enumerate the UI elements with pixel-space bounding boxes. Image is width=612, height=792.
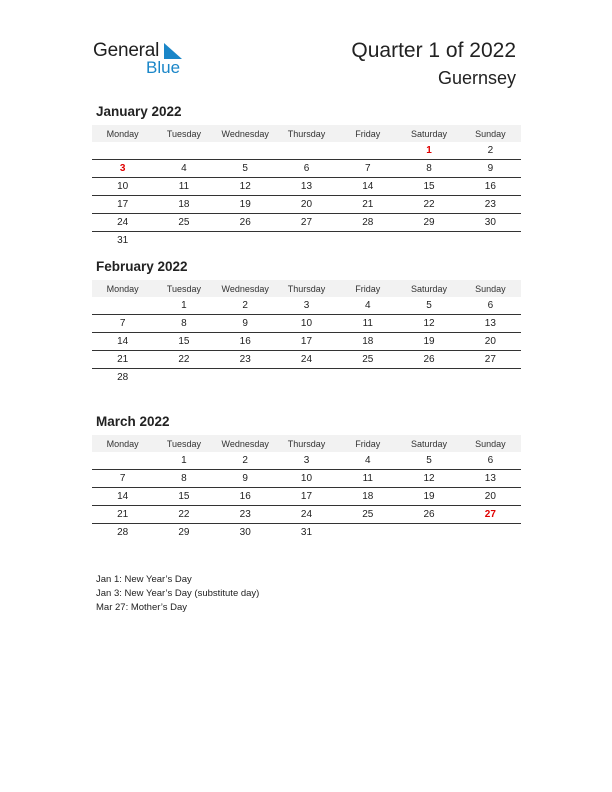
day-cell: 23	[215, 351, 276, 369]
weekday-header: Saturday	[398, 435, 459, 452]
day-cell: 30	[239, 527, 251, 538]
day-cell: 17	[276, 488, 337, 506]
week-row	[92, 452, 521, 470]
day-cell	[215, 142, 276, 160]
day-cell	[276, 142, 337, 160]
day-cell: 3	[92, 160, 153, 178]
weekday-header: Wednesday	[215, 435, 276, 452]
day-cell: 26	[215, 214, 276, 232]
day-cell: 16	[460, 178, 521, 196]
day-cell: 17	[276, 333, 337, 351]
day-cell: 20	[460, 333, 521, 351]
day-cell: 26	[398, 351, 459, 369]
day-cell: 1	[398, 142, 459, 160]
day-cell: 14	[92, 333, 153, 351]
weekday-header: Monday	[92, 435, 153, 452]
week-row	[92, 178, 521, 196]
weekday-header: Saturday	[398, 280, 459, 297]
day-cell: 30	[460, 214, 521, 232]
week-row	[92, 297, 521, 315]
calendar-grid	[92, 280, 521, 386]
day-cell: 31	[117, 235, 129, 246]
day-cell: 11	[337, 315, 398, 333]
day-cell: 8	[153, 315, 214, 333]
weekday-header: Friday	[337, 125, 398, 142]
day-cell: 22	[153, 506, 214, 524]
day-cell: 27	[460, 506, 521, 524]
weekday-header: Sunday	[460, 435, 521, 452]
day-cell: 10	[276, 315, 337, 333]
day-cell: 21	[337, 196, 398, 214]
week-row	[92, 351, 521, 369]
page-title: Quarter 1 of 2022	[351, 39, 516, 62]
month-january	[92, 104, 521, 249]
day-cell: 10	[92, 178, 153, 196]
weekday-header: Thursday	[276, 280, 337, 297]
day-cell: 5	[398, 297, 459, 315]
day-cell: 6	[460, 452, 521, 470]
day-cell: 15	[153, 488, 214, 506]
month-title: February 2022	[96, 259, 188, 274]
holiday-note: Jan 1: New Year’s Day	[96, 574, 192, 585]
weekday-header: Tuesday	[153, 280, 214, 297]
day-cell: 12	[215, 178, 276, 196]
weekday-header: Wednesday	[215, 125, 276, 142]
page-subtitle: Guernsey	[437, 68, 516, 88]
weekday-header: Sunday	[460, 125, 521, 142]
day-cell: 29	[178, 527, 190, 538]
day-cell	[276, 369, 337, 387]
day-cell: 25	[153, 214, 214, 232]
day-cell	[337, 232, 398, 250]
day-cell: 8	[398, 160, 459, 178]
day-cell: 22	[398, 196, 459, 214]
week-row	[92, 315, 521, 333]
day-cell: 26	[398, 506, 459, 524]
weekday-header: Tuesday	[153, 125, 214, 142]
month-march	[92, 414, 521, 541]
day-cell	[337, 369, 398, 387]
logo-general-text: General	[93, 40, 160, 61]
day-cell: 5	[398, 452, 459, 470]
weekday-header: Monday	[92, 125, 153, 142]
day-cell: 1	[153, 297, 214, 315]
month-february	[92, 259, 521, 386]
logo-blue-text: Blue	[146, 58, 181, 77]
day-cell: 23	[460, 196, 521, 214]
day-cell: 31	[300, 527, 313, 538]
weekday-header: Saturday	[398, 125, 459, 142]
week-row	[92, 196, 521, 214]
day-cell: 5	[215, 160, 276, 178]
day-cell	[460, 524, 521, 542]
holiday-notes	[96, 573, 259, 615]
week-row	[92, 232, 521, 250]
day-cell: 4	[337, 452, 398, 470]
week-row	[92, 470, 521, 488]
day-cell	[276, 232, 337, 250]
day-cell	[92, 142, 153, 160]
day-cell: 18	[153, 196, 214, 214]
day-cell: 20	[460, 488, 521, 506]
day-cell: 28	[117, 527, 129, 538]
day-cell: 17	[92, 196, 153, 214]
day-cell: 19	[398, 333, 459, 351]
day-cell	[153, 232, 214, 250]
day-cell: 4	[337, 297, 398, 315]
day-cell: 4	[153, 160, 214, 178]
day-cell	[337, 142, 398, 160]
day-cell: 28	[117, 372, 129, 383]
logo-triangle-icon	[162, 43, 182, 59]
month-title: March 2022	[96, 414, 170, 429]
day-cell: 2	[215, 452, 276, 470]
calendar-grid	[92, 435, 521, 541]
weekday-header-row	[92, 280, 521, 297]
day-cell: 10	[276, 470, 337, 488]
day-cell: 27	[460, 351, 521, 369]
day-cell: 3	[276, 297, 337, 315]
weekday-header: Monday	[92, 280, 153, 297]
day-cell: 9	[215, 470, 276, 488]
day-cell	[460, 369, 521, 387]
day-cell: 12	[398, 470, 459, 488]
day-cell: 11	[337, 470, 398, 488]
day-cell: 18	[337, 333, 398, 351]
day-cell: 9	[215, 315, 276, 333]
day-cell: 16	[215, 333, 276, 351]
day-cell: 14	[92, 488, 153, 506]
day-cell: 22	[153, 351, 214, 369]
day-cell: 15	[153, 333, 214, 351]
holiday-note: Mar 27: Mother’s Day	[96, 602, 187, 613]
day-cell: 25	[337, 506, 398, 524]
day-cell: 7	[337, 160, 398, 178]
holiday-note: Jan 3: New Year’s Day (substitute day)	[96, 588, 260, 599]
week-row	[92, 524, 521, 542]
day-cell: 24	[276, 506, 337, 524]
day-cell	[398, 524, 459, 542]
day-cell: 25	[337, 351, 398, 369]
weekday-header: Tuesday	[153, 435, 214, 452]
day-cell	[215, 232, 276, 250]
day-cell: 3	[276, 452, 337, 470]
day-cell: 8	[153, 470, 214, 488]
day-cell: 16	[215, 488, 276, 506]
week-row	[92, 160, 521, 178]
day-cell: 6	[460, 297, 521, 315]
day-cell: 18	[337, 488, 398, 506]
day-cell: 7	[92, 315, 153, 333]
logo	[93, 40, 193, 80]
day-cell: 19	[215, 196, 276, 214]
weekday-header: Wednesday	[215, 280, 276, 297]
weekday-header-row	[92, 435, 521, 452]
day-cell: 7	[92, 470, 153, 488]
day-cell: 2	[215, 297, 276, 315]
weekday-header: Thursday	[276, 435, 337, 452]
day-cell	[92, 452, 153, 470]
day-cell: 27	[276, 214, 337, 232]
week-row	[92, 369, 521, 387]
day-cell: 19	[398, 488, 459, 506]
weekday-header-row	[92, 125, 521, 142]
calendar-grid	[92, 125, 521, 249]
day-cell: 11	[153, 178, 214, 196]
week-row	[92, 333, 521, 351]
day-cell: 23	[215, 506, 276, 524]
day-cell	[460, 232, 521, 250]
weekday-header: Sunday	[460, 280, 521, 297]
day-cell: 12	[398, 315, 459, 333]
week-row	[92, 488, 521, 506]
month-title: January 2022	[96, 104, 182, 119]
day-cell	[153, 142, 214, 160]
day-cell: 14	[337, 178, 398, 196]
weekday-header: Friday	[337, 435, 398, 452]
day-cell	[92, 297, 153, 315]
day-cell: 13	[276, 178, 337, 196]
week-row	[92, 506, 521, 524]
weekday-header: Thursday	[276, 125, 337, 142]
day-cell	[153, 369, 214, 387]
day-cell: 13	[460, 315, 521, 333]
day-cell: 15	[398, 178, 459, 196]
day-cell: 24	[276, 351, 337, 369]
day-cell: 20	[276, 196, 337, 214]
week-row	[92, 142, 521, 160]
day-cell: 28	[337, 214, 398, 232]
day-cell: 2	[460, 142, 521, 160]
day-cell	[215, 369, 276, 387]
day-cell: 9	[460, 160, 521, 178]
day-cell	[337, 524, 398, 542]
day-cell: 13	[460, 470, 521, 488]
day-cell: 1	[153, 452, 214, 470]
day-cell: 21	[92, 351, 153, 369]
week-row	[92, 214, 521, 232]
day-cell	[398, 369, 459, 387]
day-cell: 6	[276, 160, 337, 178]
weekday-header: Friday	[337, 280, 398, 297]
day-cell: 29	[398, 214, 459, 232]
day-cell: 24	[92, 214, 153, 232]
day-cell: 21	[92, 506, 153, 524]
day-cell	[398, 232, 459, 250]
